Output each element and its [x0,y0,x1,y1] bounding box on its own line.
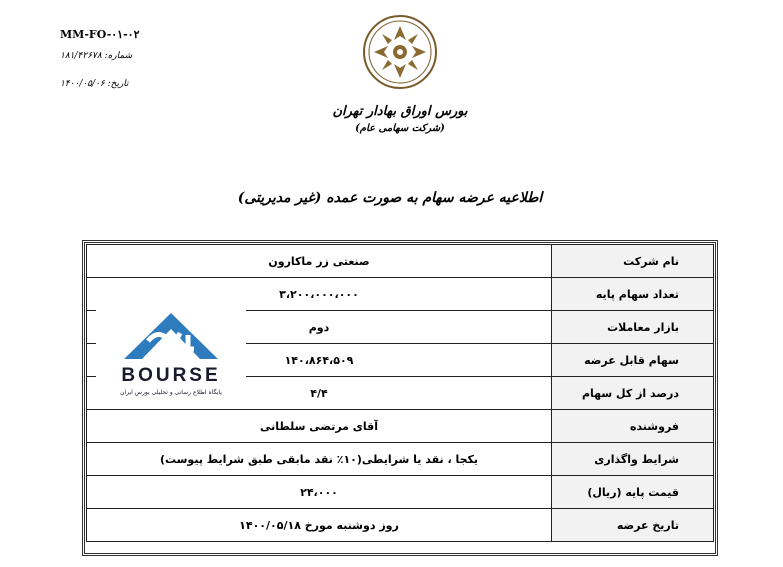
row-value: صنعتی زر ماکارون [87,245,552,278]
row-value: ۱۴۰،۸۶۴،۵۰۹ [87,344,552,377]
row-label: فروشنده [552,410,714,443]
document-title: اطلاعیه عرضه سهام به صورت عمده (غیر مدیریتی) [237,190,543,206]
table-row [87,509,714,542]
watermark-brand: BOURSE [121,365,221,386]
row-value: ۲۴،۰۰۰ [87,476,552,509]
row-label: تاریخ عرضه [552,509,714,542]
table-row [87,476,714,509]
organization-name [300,104,500,134]
form-code: MM-FO-۰۱-۰۲ [60,28,140,41]
row-label: شرایط واگذاری [552,443,714,476]
row-label: نام شرکت [552,245,714,278]
row-value: آقای مرتضی سلطانی [87,410,552,443]
letter-date: تاریخ: ۱۴۰۰/۰۵/۰۶ [60,79,129,89]
row-label: تعداد سهام پایه [552,278,714,311]
table-row [87,278,714,311]
row-label: درصد از کل سهام [552,377,714,410]
exchange-emblem-icon [362,14,438,90]
row-value: ۳،۲۰۰،۰۰۰،۰۰۰ [87,278,552,311]
row-value: ۴/۴ [87,377,552,410]
table-row [87,410,714,443]
row-value: روز دوشنبه مورخ ۱۴۰۰/۰۵/۱۸ [87,509,552,542]
letter-number: شماره: ۱۸۱/۴۲۶۷۸ [60,51,133,61]
row-value: دوم [87,311,552,344]
row-label: بازار معاملات [552,311,714,344]
row-label: قیمت پایه (ریال) [552,476,714,509]
bourse24-watermark [96,307,246,399]
table-row [87,245,714,278]
row-value: یکجا ، نقد یا شرایطی(۱۰٪ نقد مابقی طبق شرایط پیوست) [87,443,552,476]
row-label: سهام قابل عرضه [552,344,714,377]
table-row [87,443,714,476]
bourse24-logo-icon [96,307,246,399]
organization-subtitle: (شرکت سهامی عام) [355,123,445,134]
reference-block [60,28,170,89]
watermark-tagline: پایگاه اطلاع رسانی و تحلیلی بورس ایران [120,389,222,396]
organization-title: بورس اوراق بهادار تهران [332,104,468,119]
